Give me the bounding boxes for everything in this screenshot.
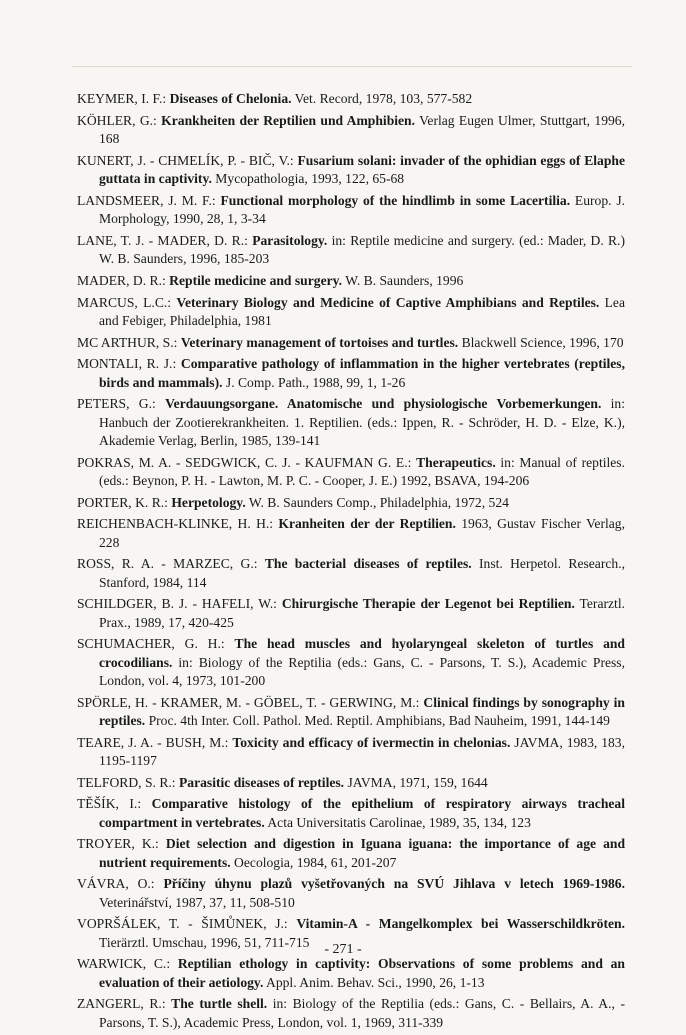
reference-entry <box>77 334 625 352</box>
reference-entry <box>77 152 625 188</box>
reference-source: Mycopathologia, 1993, 122, 65-68 <box>211 171 405 186</box>
reference-entry <box>77 595 625 631</box>
reference-entry <box>77 555 625 591</box>
reference-authors: WARWICK, C.: <box>77 956 178 972</box>
reference-title: The head muscles and hyolaryngeal skeleton of turtles and crocodilians. <box>99 636 625 670</box>
reference-source: 1963, Gustav Fischer Verlag, 228 <box>99 516 625 550</box>
reference-title: Kranheiten der der Reptilien. <box>278 516 456 532</box>
reference-authors: SCHUMACHER, G. H.: <box>77 636 235 652</box>
reference-entry <box>77 232 625 268</box>
reference-authors: MARCUS, L.C.: <box>77 294 177 310</box>
reference-title: Diet selection and digestion in Iguana iguana: the importance of age and nutrient requirements. <box>99 836 626 870</box>
reference-source: JAVMA, 1983, 183, 1195-1197 <box>99 734 626 768</box>
reference-title: Functional morphology of the hindlimb in some Lacertilia. <box>220 192 571 208</box>
reference-authors: MC ARTHUR, S.: <box>77 334 181 350</box>
reference-source: Appl. Anim. Behav. Sci., 1990, 26, 1-13 <box>263 974 485 990</box>
reference-entry <box>77 355 625 391</box>
reference-source: Veterinářství, 1987, 37, 11, 508-510 <box>99 894 295 910</box>
reference-title: Clinical findings by sonography in reptiles. <box>99 694 625 728</box>
reference-entry <box>77 835 625 871</box>
reference-authors: TELFORD, S. R.: <box>77 774 179 790</box>
reference-title: Parasitology. <box>252 232 328 248</box>
reference-title: Parasitic diseases of reptiles. <box>178 774 345 790</box>
reference-title: Veterinary management of tortoises and turtles. <box>180 334 459 350</box>
reference-list <box>77 90 625 1035</box>
reference-title: Vitamin-A - Mangelkomplex bei Wasserschildkröten. <box>296 916 625 932</box>
reference-title: Reptile medicine and surgery. <box>169 272 343 288</box>
reference-title: Toxicity and efficacy of ivermectin in chelonias. <box>232 734 511 750</box>
reference-source: Lea and Febiger, Philadelphia, 1981 <box>99 294 626 328</box>
reference-source: in: Manual of reptiles. (eds.: Beynon, P. H. - Lawton, M. P. C. - Cooper, J. E.) 1992, BSAVA, 194-206 <box>99 454 625 488</box>
reference-authors: ROSS, R. A. - MARZEC, G.: <box>77 556 265 572</box>
page-number: - 271 - <box>324 942 362 957</box>
reference-entry <box>77 774 625 792</box>
reference-title: Fusarium solani: invader of the ophidian eggs of Elaphe guttata in captivity. <box>99 152 625 186</box>
reference-source: W. B. Saunders Comp., Philadelphia, 1972, 524 <box>245 494 509 510</box>
reference-authors: TĚŠÍK, I.: <box>77 796 152 812</box>
reference-source: Vet. Record, 1978, 103, 577-582 <box>291 91 473 106</box>
reference-authors: PORTER, K. R.: <box>77 494 172 510</box>
reference-authors: TROYER, K.: <box>77 836 166 852</box>
reference-title: Příčiny úhynu plazů vyšetřovaných na SVÚ Jihlava v letech 1969-1986. <box>163 876 625 892</box>
reference-title: Herpetology. <box>171 494 246 510</box>
reference-source: Europ. J. Morphology, 1990, 28, 1, 3-34 <box>99 192 626 226</box>
reference-entry <box>77 112 625 148</box>
reference-entry <box>77 515 625 551</box>
reference-title: The turtle shell. <box>171 996 268 1012</box>
reference-authors: TEARE, J. A. - BUSH, M.: <box>77 734 233 750</box>
reference-authors: SCHILDGER, B. J. - HAFELI, W.: <box>77 596 282 612</box>
reference-authors: SPÖRLE, H. - KRAMER, M. - GÖBEL, T. - GERWING, M.: <box>77 694 424 710</box>
reference-entry <box>77 875 625 911</box>
reference-authors: LANE, T. J. - MADER, D. R.: <box>77 232 253 248</box>
reference-authors: KEYMER, I. F.: <box>77 91 170 106</box>
reference-source: Inst. Herpetol. Research., Stanford, 1984, 114 <box>99 556 625 590</box>
reference-source: Blackwell Science, 1996, 170 <box>458 334 624 350</box>
reference-source: W. B. Saunders, 1996 <box>342 272 464 288</box>
reference-authors: MONTALI, R. J.: <box>77 356 181 372</box>
reference-authors: VOPRŠÁLEK, T. - ŠIMŮNEK, J.: <box>77 916 297 932</box>
reference-title: Reptilian ethology in captivity: Observations of some problems and an evaluation of their aetiology. <box>99 956 625 990</box>
reference-entry <box>77 272 625 290</box>
reference-authors: PETERS, G.: <box>77 396 166 412</box>
reference-title: Verdauungsorgane. Anatomische und physiologische Vorbemerkungen. <box>165 396 602 412</box>
reference-authors: POKRAS, M. A. - SEDGWICK, C. J. - KAUFMAN G. E.: <box>77 454 417 470</box>
reference-authors: VÁVRA, O.: <box>77 876 164 892</box>
reference-source: Terarztl. Prax., 1989, 17, 420-425 <box>99 596 625 630</box>
reference-source: in: Biology of the Reptilia (eds.: Gans, C. - Parsons, T. S.), Academic Press, London, vol. 4, 1973, 101-200 <box>99 654 625 688</box>
reference-authors: ZANGERL, R.: <box>77 996 172 1012</box>
reference-title: Comparative pathology of inflammation in the higher vertebrates (reptiles, birds and mammals). <box>99 356 625 390</box>
reference-source: in: Hanbuch der Zootierekrankheiten. 1. Reptilien. (eds.: Ippen, R. - Schröder, H. D. - Elze, K.), Akademie Verlag, Berlin, 1985, 139-141 <box>99 396 626 448</box>
reference-authors: REICHENBACH-KLINKE, H. H.: <box>77 516 279 532</box>
reference-source: in: Biology of the Reptilia (eds.: Gans, C. - Bellairs, A. A., - Parsons, T. S.), Academic Press, London, vol. 1, 1969, 311-339 <box>99 996 625 1030</box>
reference-source: Acta Universitatis Carolinae, 1989, 35, 134, 123 <box>264 814 531 830</box>
reference-title: Krankheiten der Reptilien und Amphibien. <box>161 112 416 128</box>
reference-entry <box>77 192 625 228</box>
reference-title: Chirurgische Therapie der Legenot bei Reptilien. <box>281 596 575 612</box>
reference-source: Verlag Eugen Ulmer, Stuttgart, 1996, 168 <box>99 112 625 146</box>
reference-source: Proc. 4th Inter. Coll. Pathol. Med. Reptil. Amphibians, Bad Nauheim, 1991, 144-149 <box>145 712 610 728</box>
reference-authors: LANDSMEER, J. M. F.: <box>77 192 221 208</box>
reference-entry <box>77 454 625 490</box>
reference-entry <box>77 494 625 512</box>
reference-source: J. Comp. Path., 1988, 99, 1, 1-26 <box>222 374 406 390</box>
reference-source: Oecologia, 1984, 61, 201-207 <box>230 854 397 870</box>
reference-entry <box>77 955 625 991</box>
reference-entry <box>77 294 625 330</box>
reference-entry <box>77 995 625 1031</box>
reference-title: Diseases of Chelonia. <box>169 91 292 106</box>
reference-authors: KUNERT, J. - CHMELÍK, P. - BIČ, V.: <box>77 152 298 168</box>
reference-source: JAVMA, 1971, 159, 1644 <box>344 774 488 790</box>
reference-entry <box>77 635 625 690</box>
reference-authors: KÖHLER, G.: <box>77 112 162 128</box>
reference-source: Tierärztl. Umschau, 1996, 51, 711-715 <box>99 934 310 950</box>
reference-entry <box>77 694 625 730</box>
reference-entry <box>77 795 625 831</box>
reference-title: Veterinary Biology and Medicine of Captive Amphibians and Reptiles. <box>176 294 600 310</box>
reference-entry <box>77 734 625 770</box>
reference-entry <box>77 90 625 108</box>
top-divider <box>72 66 632 67</box>
reference-title: Comparative histology of the epithelium of respiratory airways tracheal compartment in vertebrates. <box>99 796 625 830</box>
reference-authors: MADER, D. R.: <box>77 272 170 288</box>
reference-title: Therapeutics. <box>416 454 496 470</box>
reference-entry <box>77 395 625 450</box>
reference-source: in: Reptile medicine and surgery. (ed.: Mader, D. R.) W. B. Saunders, 1996, 185-203 <box>99 232 625 266</box>
reference-title: The bacterial diseases of reptiles. <box>264 556 472 572</box>
